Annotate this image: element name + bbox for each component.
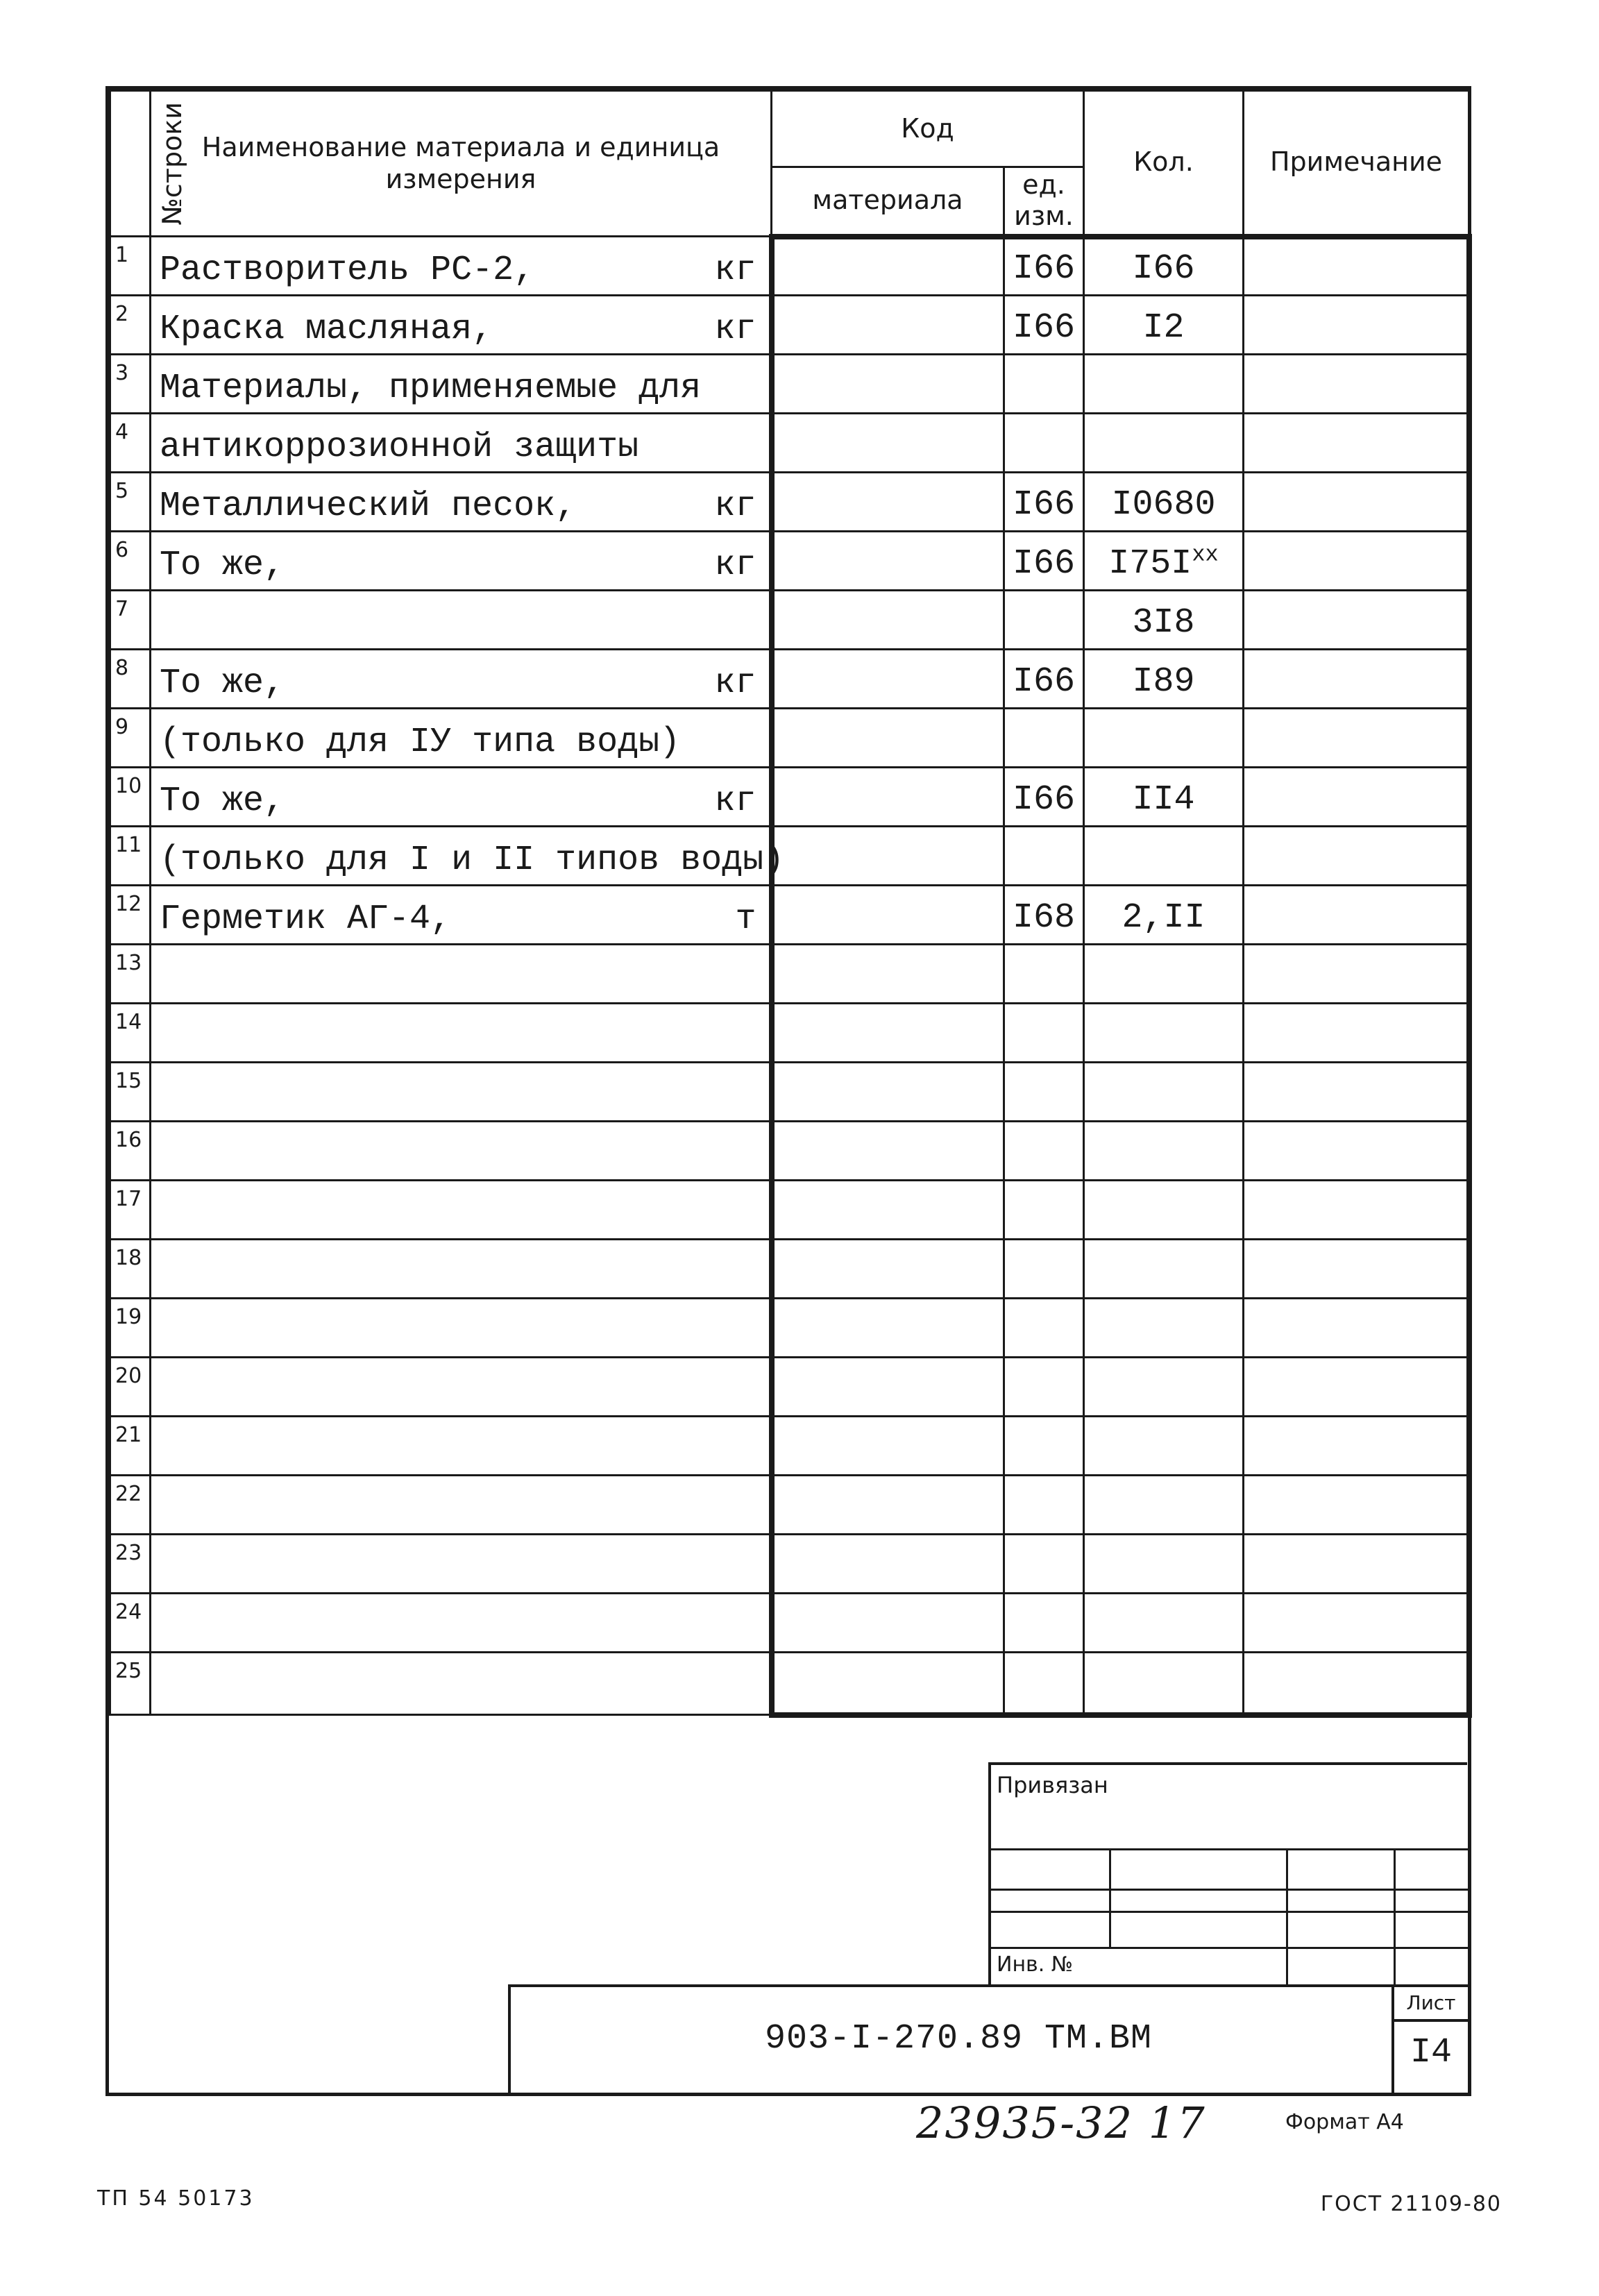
unit-label: кг [714,546,756,585]
table-row [110,1240,1469,1299]
binding-label: Привязан [997,1772,1108,1798]
material-name-cell [151,1358,772,1417]
material-name-cell [151,1004,772,1063]
table-row [110,414,1469,473]
material-code-cell [772,1240,1004,1299]
table-row [110,650,1469,709]
note-cell [1244,1299,1469,1358]
material-code-cell [772,1358,1004,1417]
unit-code [1004,1240,1084,1299]
unit-code: I68 [1004,886,1084,945]
unit-code: I66 [1004,650,1084,709]
row-number: 9 [110,709,151,768]
document-code: 903-I-270.89 ТМ.ВМ [764,2019,1153,2059]
quantity-cell [1084,355,1244,414]
quantity-cell [1084,1653,1244,1715]
table-row [110,1181,1469,1240]
row-number: 2 [110,296,151,355]
unit-code [1004,414,1084,473]
row-number: 4 [110,414,151,473]
material-name-cell [151,237,772,296]
material-name-cell [151,414,772,473]
material-code-cell [772,709,1004,768]
table-row [110,1653,1469,1715]
quantity-cell [1084,1594,1244,1653]
note-cell [1244,827,1469,886]
quantity: 2,II [1122,898,1205,938]
binding-block [988,1762,1467,1984]
unit-label: кг [714,251,756,290]
binding-divider [1394,1848,1396,1987]
footer-left-code: ТП 54 50173 [97,2186,255,2211]
row-number: 6 [110,532,151,591]
material-code-cell [772,532,1004,591]
unit-code [1004,1299,1084,1358]
material-code-cell [772,1476,1004,1535]
material-name: То же, [160,782,285,821]
row-number: 15 [110,1063,151,1122]
binding-line [991,1947,1470,1949]
row-number: 23 [110,1535,151,1594]
note-cell [1244,1594,1469,1653]
unit-code [1004,1653,1084,1715]
note-cell [1244,473,1469,532]
quantity-cell [1084,1476,1244,1535]
unit-label: кг [714,664,756,703]
header-material-name: Наименование материала и единица измерения [151,91,772,237]
note-cell [1244,1653,1469,1715]
note-cell [1244,414,1469,473]
table-row [110,1122,1469,1181]
header-code: Код [772,91,1084,167]
material-name: (только для I и II типов воды) [160,841,785,880]
table-header [110,91,1469,237]
binding-line [991,1911,1470,1913]
note-cell [1244,709,1469,768]
material-code-cell [772,1122,1004,1181]
binding-line [991,1848,1470,1850]
material-code-cell [772,1063,1004,1122]
row-number: 8 [110,650,151,709]
material-name-cell [151,1476,772,1535]
format-label: Формат А4 [1285,2110,1404,2134]
row-number: 12 [110,886,151,945]
unit-code [1004,355,1084,414]
material-name: Краска масляная, [160,310,493,349]
material-code-cell [772,768,1004,827]
specification-form [105,86,1471,2096]
note-cell [1244,886,1469,945]
quantity-cell [1084,1004,1244,1063]
quantity-cell [1084,1417,1244,1476]
quantity-cell [1084,1240,1244,1299]
material-name-cell [151,945,772,1004]
material-name-cell [151,1240,772,1299]
unit-code [1004,827,1084,886]
note-cell [1244,1063,1469,1122]
binding-divider [1109,1848,1111,1949]
material-code-cell [772,1417,1004,1476]
row-number: 19 [110,1299,151,1358]
unit-code [1004,945,1084,1004]
material-code-cell [772,296,1004,355]
unit-label: кг [714,782,756,821]
handwritten-number: 23935-32 17 [916,2097,1206,2148]
quantity: II4 [1132,780,1195,820]
unit-label: кг [714,487,756,526]
material-name: антикоррозионной защиты [160,428,639,467]
material-name: Герметик АГ-4, [160,900,452,939]
row-number: 14 [110,1004,151,1063]
row-number: 25 [110,1653,151,1715]
row-number: 5 [110,473,151,532]
material-name-cell [151,709,772,768]
material-code-cell [772,1594,1004,1653]
row-number: 21 [110,1417,151,1476]
quantity-cell [1084,591,1244,650]
table-row [110,532,1469,591]
note-cell [1244,1417,1469,1476]
note-cell [1244,1181,1469,1240]
quantity-cell [1084,1358,1244,1417]
unit-code [1004,1063,1084,1122]
header-material-code: материала [772,167,1004,237]
header-note: Примечание [1244,91,1469,237]
note-cell [1244,237,1469,296]
material-code-cell [772,886,1004,945]
materials-table [109,90,1472,1718]
sheet-box [1391,1987,1468,2093]
table-row [110,1358,1469,1417]
title-stamp [508,1984,1468,2093]
note-cell [1244,1122,1469,1181]
unit-code [1004,591,1084,650]
note-cell [1244,1358,1469,1417]
table-row [110,886,1469,945]
material-name-cell [151,827,785,886]
row-number: 13 [110,945,151,1004]
unit-code [1004,1122,1084,1181]
row-number: 20 [110,1358,151,1417]
quantity-footnote-mark: хх [1192,541,1219,568]
quantity-cell [1084,650,1244,709]
material-name-cell [151,1653,772,1715]
material-name-cell [151,532,772,591]
header-quantity: Кол. [1084,91,1244,237]
row-number: 24 [110,1594,151,1653]
note-cell [1244,945,1469,1004]
unit-code [1004,1476,1084,1535]
material-name-cell [151,473,772,532]
quantity-cell [1084,1299,1244,1358]
table-row [110,1299,1469,1358]
quantity-cell [1084,945,1244,1004]
quantity: I66 [1132,249,1195,289]
note-cell [1244,296,1469,355]
quantity: I0680 [1111,485,1216,525]
material-code-cell [772,1299,1004,1358]
binding-divider [1286,1848,1288,1987]
quantity-cell [1084,1063,1244,1122]
table-row [110,1063,1469,1122]
material-code-cell [772,945,1004,1004]
unit-label: т [735,900,756,939]
unit-code [1004,1358,1084,1417]
quantity-cell [1084,827,1244,886]
note-cell [1244,768,1469,827]
inventory-number-label: Инв. № [997,1952,1074,1977]
row-number: 11 [110,827,151,886]
sheet-label: Лист [1394,1987,1468,2022]
quantity: I75I [1108,544,1192,584]
material-name-cell [151,1535,772,1594]
material-code-cell [772,591,1004,650]
material-name-cell [151,1594,772,1653]
material-name: Металлический песок, [160,487,577,526]
header-row-number: №строки [110,91,151,237]
material-name: (только для IУ типа воды) [160,723,681,762]
material-code-cell [772,414,1004,473]
quantity-cell [1084,709,1244,768]
unit-code: I66 [1004,532,1084,591]
row-number: 16 [110,1122,151,1181]
quantity: 3I8 [1132,603,1195,643]
unit-code [1004,709,1084,768]
material-code-cell [772,827,1004,886]
material-name-cell [151,768,772,827]
note-cell [1244,1476,1469,1535]
material-code-cell [772,1181,1004,1240]
quantity: I89 [1132,662,1195,702]
table-row [110,591,1469,650]
row-number: 1 [110,237,151,296]
unit-code [1004,1181,1084,1240]
material-name-cell [151,1299,772,1358]
quantity-cell [1084,1535,1244,1594]
unit-label: кг [714,310,756,349]
material-name-cell [151,591,772,650]
unit-code: I66 [1004,473,1084,532]
material-code-cell [772,1535,1004,1594]
quantity-cell [1084,886,1244,945]
material-name: Растворитель РС-2, [160,251,535,290]
binding-line [991,1889,1470,1891]
table-row [110,1535,1469,1594]
table-row [110,237,1469,296]
table-row [110,355,1469,414]
table-row [110,1476,1469,1535]
row-number: 3 [110,355,151,414]
header-unit-code: ед. изм. [1004,167,1084,237]
table-row [110,768,1469,827]
note-cell [1244,355,1469,414]
material-name-cell [151,1122,772,1181]
material-code-cell [772,1004,1004,1063]
material-code-cell [772,473,1004,532]
material-name: Материалы, применяемые для [160,369,702,408]
table-body [110,237,1469,1715]
material-name-cell [151,650,772,709]
note-cell [1244,591,1469,650]
quantity: I2 [1142,308,1185,348]
quantity-cell [1084,473,1244,532]
material-code-cell [772,355,1004,414]
quantity-cell [1084,532,1244,591]
row-number: 10 [110,768,151,827]
table-row [110,1004,1469,1063]
material-name: То же, [160,664,285,703]
note-cell [1244,1535,1469,1594]
material-name-cell [151,296,772,355]
sheet-number: I4 [1410,2033,1452,2073]
row-number: 7 [110,591,151,650]
material-name-cell [151,1417,772,1476]
unit-code [1004,1535,1084,1594]
material-name-cell [151,355,772,414]
material-code-cell [772,1653,1004,1715]
unit-code: I66 [1004,296,1084,355]
table-row [110,473,1469,532]
quantity-cell [1084,1122,1244,1181]
note-cell [1244,1240,1469,1299]
note-cell [1244,1004,1469,1063]
footer-standard: ГОСТ 21109-80 [1320,2192,1502,2216]
table-row [110,1594,1469,1653]
quantity-cell [1084,296,1244,355]
table-row [110,1417,1469,1476]
material-name-cell [151,886,772,945]
unit-code: I66 [1004,237,1084,296]
table-row [110,709,1469,768]
unit-code [1004,1004,1084,1063]
row-number: 18 [110,1240,151,1299]
material-name-cell [151,1181,772,1240]
note-cell [1244,532,1469,591]
material-name-cell [151,1063,772,1122]
table-row [110,296,1469,355]
table-row [110,945,1469,1004]
unit-code [1004,1417,1084,1476]
table-row [110,827,1469,886]
row-number: 22 [110,1476,151,1535]
unit-code: I66 [1004,768,1084,827]
quantity-cell [1084,1181,1244,1240]
quantity-cell [1084,237,1244,296]
material-code-cell [772,237,1004,296]
material-code-cell [772,650,1004,709]
row-number: 17 [110,1181,151,1240]
unit-code [1004,1594,1084,1653]
quantity-cell [1084,768,1244,827]
quantity-cell [1084,414,1244,473]
material-name: То же, [160,546,285,585]
note-cell [1244,650,1469,709]
